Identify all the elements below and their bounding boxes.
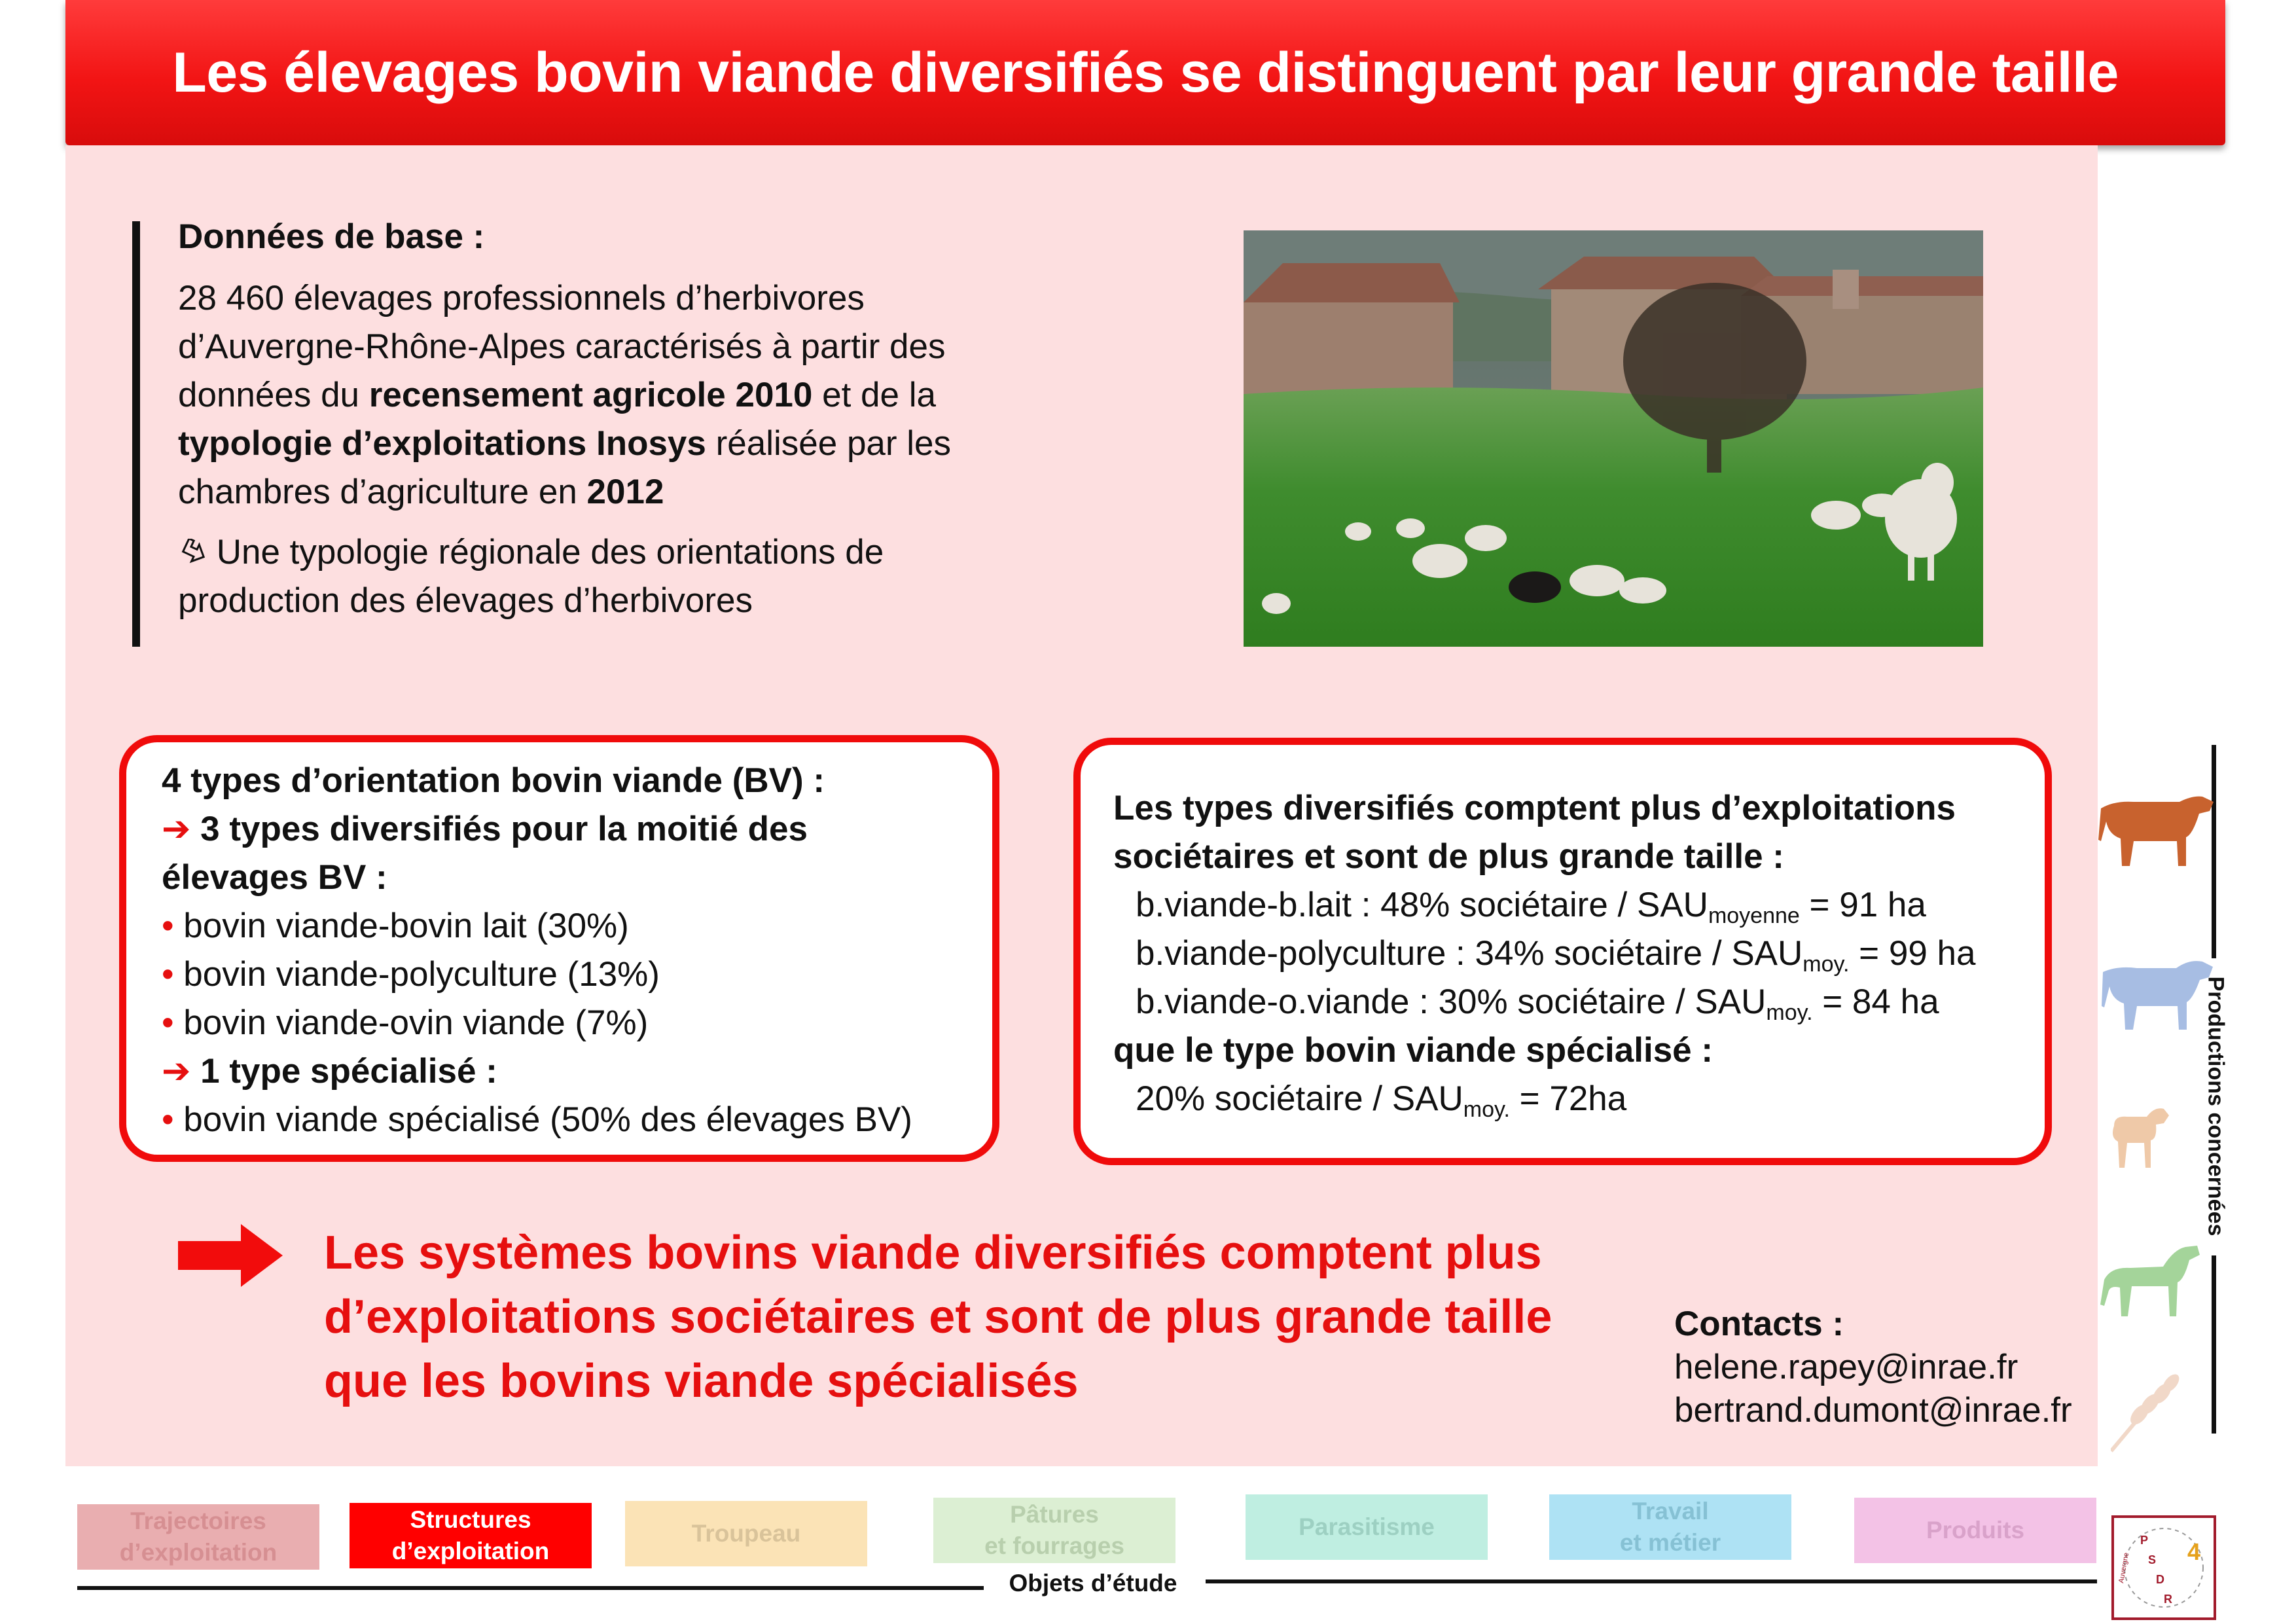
contact-email[interactable]: bertrand.dumont@inrae.fr xyxy=(1674,1391,2072,1430)
svg-text:Auvergne: Auvergne xyxy=(2117,1552,2131,1584)
soc-heading: Les types diversifiés comptent plus d’exploitations xyxy=(1113,789,1956,827)
soc-heading: sociétaires et sont de plus grande taille : xyxy=(1113,837,1784,876)
contact-email[interactable]: helene.rapey@inrae.fr xyxy=(1674,1348,2018,1386)
societal-share-box xyxy=(1073,738,2052,1165)
soc-row: b.viande-o.viande : 30% sociétaire / $SAU_{moy.} = 84$ ha xyxy=(1136,983,1939,1025)
psdr-logo xyxy=(2111,1515,2216,1620)
dairy-cow-icon xyxy=(2098,952,2215,1031)
base-text-line: chambres d’agriculture en 2012 xyxy=(178,473,664,511)
cow-icon xyxy=(2094,782,2215,867)
sheep-icon xyxy=(2101,1100,2173,1172)
list-item: • bovin viande spécialisé (50% des élevages BV) xyxy=(162,1100,912,1139)
conclusion-line: que les bovins viande spécialisés xyxy=(324,1355,1079,1407)
nav-trajectoires[interactable]: Trajectoires d’exploitation xyxy=(77,1504,319,1570)
conclusion-line: Les systèmes bovins viande diversifiés comptent plus xyxy=(324,1227,1542,1279)
base-text-line: 28 460 élevages professionnels d’herbivores xyxy=(178,279,865,317)
title-banner xyxy=(65,0,2225,145)
base-text-line: d’Auvergne-Rhône-Alpes caractérisés à partir des xyxy=(178,327,946,366)
base-data-bar xyxy=(132,221,140,647)
bullet-icon: • xyxy=(162,907,174,945)
wheat-icon xyxy=(2111,1371,2183,1456)
nav-divider xyxy=(77,1586,984,1590)
page-title: Les élevages bovin viande diversifiés se distinguent par leur grande taille xyxy=(172,41,2119,104)
list-item: • bovin viande-bovin lait (30%) xyxy=(162,907,629,945)
soc-row: 20% sociétaire / $SAU_{moy.} = 72ha$ xyxy=(1136,1079,1627,1122)
bullet-icon: • xyxy=(162,955,174,994)
conclusion-text xyxy=(324,1221,1600,1413)
horse-icon xyxy=(2098,1240,2202,1319)
productions-label: Productions concernées xyxy=(2203,976,2229,1236)
types-specialised-line: ➔ 1 type spécialisé : xyxy=(162,1052,497,1091)
nav-structures[interactable]: Structures d’exploitation xyxy=(350,1503,592,1568)
base-text-line: typologie d’exploitations Inosys réalisée par les xyxy=(178,424,952,463)
nav-caption: Objets d’étude xyxy=(1009,1570,1177,1597)
nav-divider xyxy=(1206,1579,2097,1583)
bullet-icon: • xyxy=(162,1100,174,1139)
contacts-heading: Contacts : xyxy=(1674,1305,1844,1343)
soc-heading: que le type bovin viande spécialisé : xyxy=(1113,1031,1713,1070)
farm-pasture-photo xyxy=(1244,230,1983,647)
nav-troupeau[interactable]: Troupeau xyxy=(625,1501,867,1566)
soc-row: b.viande-b.lait : 48% sociétaire / $SAU_{moyenne} = 91$ ha xyxy=(1136,886,1926,928)
bullet-icon: • xyxy=(162,1003,174,1042)
svg-text:S: S xyxy=(2148,1553,2157,1566)
nav-parasitisme[interactable]: Parasitisme xyxy=(1246,1494,1488,1560)
list-item: • bovin viande-ovin viande (7%) xyxy=(162,1003,649,1042)
base-conclusion: production des élevages d’herbivores xyxy=(178,581,753,620)
conclusion-line: d’exploitations sociétaires et sont de plus grande taille xyxy=(324,1291,1552,1343)
list-item: • bovin viande-polyculture (13%) xyxy=(162,955,660,994)
nav-travail[interactable]: Travail et métier xyxy=(1549,1494,1791,1560)
base-data-block xyxy=(178,213,1055,625)
types-diversified-line: élevages BV : xyxy=(162,858,387,897)
soc-row: b.viande-polyculture : 34% sociétaire / $SAU_{moy.} = 99$ ha xyxy=(1136,934,1976,977)
conclusion-arrow-icon xyxy=(178,1224,283,1287)
hollow-arrow-icon xyxy=(178,539,207,568)
svg-text:D: D xyxy=(2156,1573,2164,1586)
base-heading: Données de base : xyxy=(178,217,485,256)
side-divider xyxy=(2212,1255,2216,1434)
red-arrow-icon: ➔ xyxy=(162,810,191,848)
svg-text:R: R xyxy=(2164,1593,2172,1606)
types-heading: 4 types d’orientation bovin viande (BV) : xyxy=(162,761,825,800)
contacts-block xyxy=(1674,1303,2072,1432)
nav-patures[interactable]: Pâtures et fourrages xyxy=(933,1498,1175,1563)
types-diversified-line: ➔ 3 types diversifiés pour la moitié des xyxy=(162,810,808,848)
svg-text:P: P xyxy=(2140,1534,2149,1547)
orientation-types-box xyxy=(119,735,999,1162)
base-conclusion: Une typologie régionale des orientations de xyxy=(178,528,1055,577)
svg-text:4: 4 xyxy=(2187,1538,2201,1565)
nav-produits[interactable]: Produits xyxy=(1854,1498,2096,1563)
base-text-line: données du recensement agricole 2010 et de la xyxy=(178,376,936,414)
red-arrow-icon: ➔ xyxy=(162,1052,191,1091)
